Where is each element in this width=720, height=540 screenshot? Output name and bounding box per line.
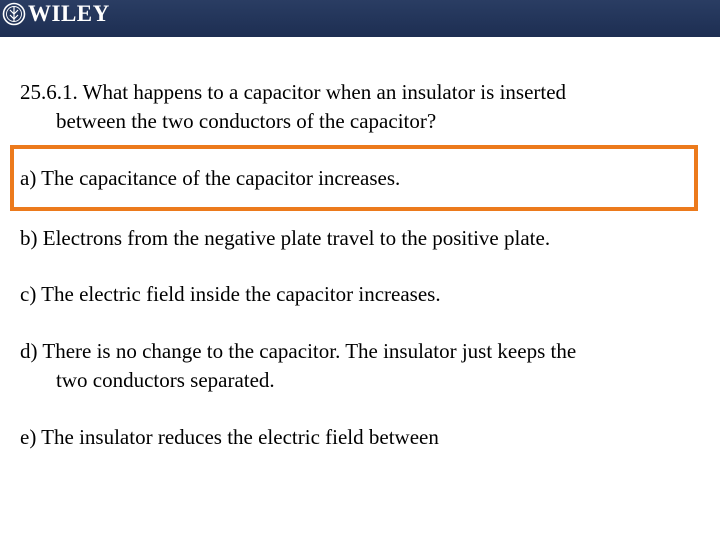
wiley-emblem-icon	[2, 2, 26, 26]
option-e: e) The insulator reduces the electric field between	[20, 425, 439, 449]
logo-text: WILEY	[28, 1, 110, 26]
option-d-line-1: d) There is no change to the capacitor. The insulator just keeps the	[20, 339, 577, 363]
question-line-2: between the two conductors of the capacitor?	[56, 109, 437, 133]
option-c: c) The electric field inside the capacitor increases.	[20, 282, 441, 306]
wiley-logo	[2, 0, 110, 28]
option-d-line-2: two conductors separated.	[56, 368, 275, 392]
question-line-1: 25.6.1. What happens to a capacitor when an insulator is inserted	[20, 80, 567, 104]
option-b: b) Electrons from the negative plate travel to the positive plate.	[20, 226, 551, 250]
option-a: a) The capacitance of the capacitor increases.	[20, 166, 401, 190]
header-bar	[0, 0, 720, 37]
